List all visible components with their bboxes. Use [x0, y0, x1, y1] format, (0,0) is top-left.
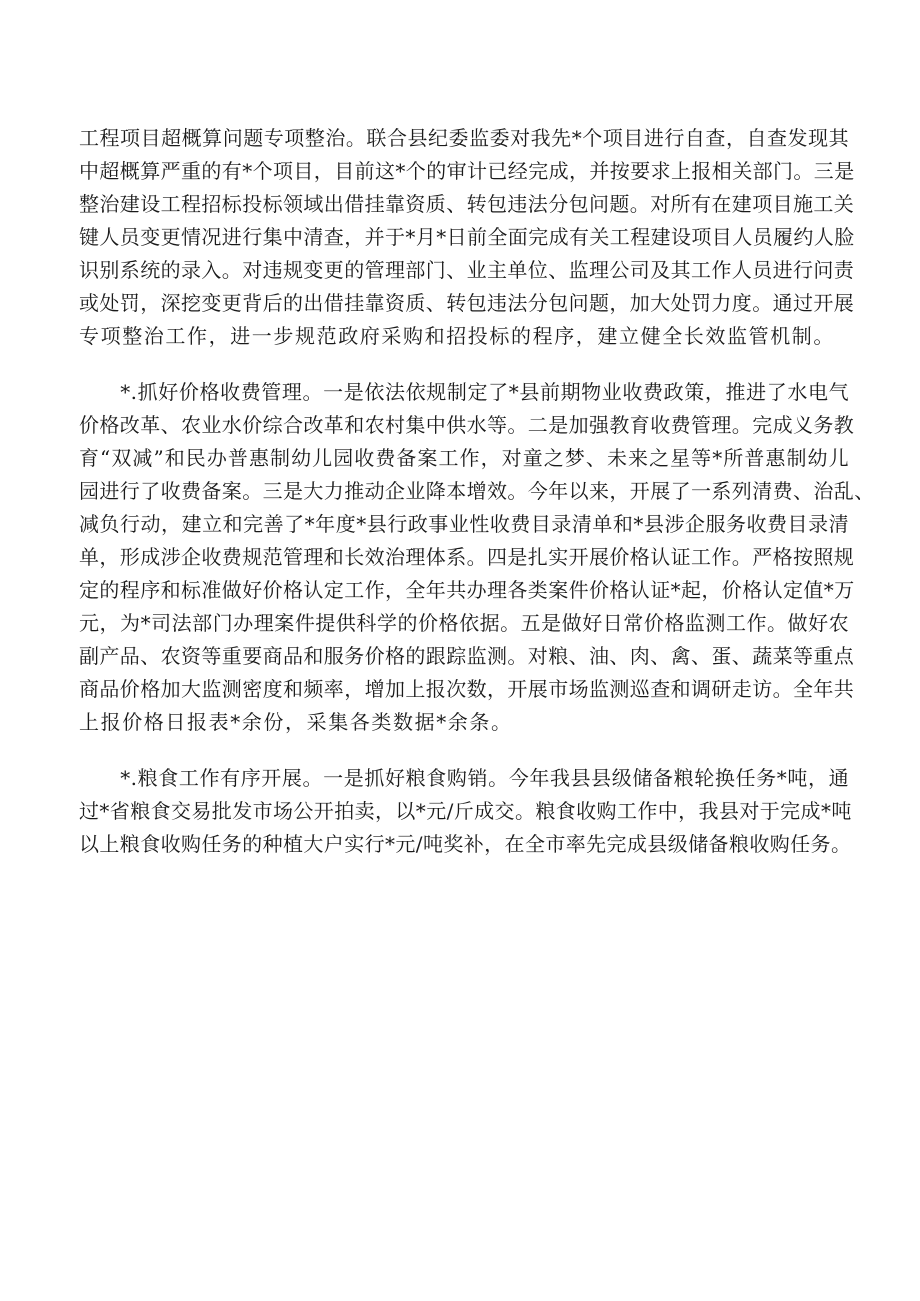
paragraph-project-rectification: [79, 122, 855, 353]
text-line: 定的程序和标准做好价格认定工作，全年共办理各类案件价格认证*起，价格认定值*万: [79, 578, 855, 602]
text-line: 整治建设工程招标投标领域出借挂靠资质、转包违法分包问题。对所有在建项目施工关: [79, 192, 855, 216]
text-line: 减负行动，建立和完善了*年度*县行政事业性收费目录清单和*县涉企服务收费目录清: [79, 512, 849, 536]
paragraph-spacer: [79, 739, 849, 762]
text-line: 工程项目超概算问题专项整治。联合县纪委监委对我先*个项目进行自查，自查发现其: [79, 126, 849, 150]
text-line: 元，为*司法部门办理案件提供科学的价格依据。五是做好日常价格监测工作。做好农: [79, 611, 849, 635]
paragraph-price-fee-management: [79, 376, 875, 739]
text-line: 园进行了收费备案。三是大力推动企业降本增效。今年以来，开展了一系列清费、治乱、: [79, 479, 875, 503]
paragraph-grain-work: [79, 762, 852, 861]
text-line: *.粮食工作有序开展。一是抓好粮食购销。今年我县县级储备粮轮换任务*吨，通: [79, 766, 849, 790]
text-line: 专项整治工作，进一步规范政府采购和招投标的程序，建立健全长效监管机制。: [79, 324, 835, 348]
text-line: *.抓好价格收费管理。一是依法依规制定了*县前期物业收费政策，推进了水电气: [79, 380, 849, 404]
text-line: 育“双减”和民办普惠制幼儿园收费备案工作，对童之梦、未来之星等*所普惠制幼儿: [79, 446, 849, 470]
text-line: 商品价格加大监测密度和频率，增加上报次数，开展市场监测巡查和调研走访。全年共: [79, 677, 855, 701]
text-line: 识别系统的录入。对违规变更的管理部门、业主单位、监理公司及其工作人员进行问责: [79, 258, 855, 282]
text-line: 上报价格日报表*余份，采集各类数据*余条。: [79, 710, 513, 734]
text-line: 过*省粮食交易批发市场公开拍卖，以*元/斤成交。粮食收购工作中，我县对于完成*吨: [79, 799, 852, 823]
text-line: 单，形成涉企收费规范管理和长效治理体系。四是扎实开展价格认证工作。严格按照规: [79, 545, 855, 569]
text-line: 键人员变更情况进行集中清查，并于*月*日前全面完成有关工程建设项目人员履约人脸: [79, 225, 855, 249]
text-line: 副产品、农资等重要商品和服务价格的跟踪监测。对粮、油、肉、禽、蛋、蔬菜等重点: [79, 644, 855, 668]
document-body: [79, 122, 875, 861]
text-line: 以上粮食收购任务的种植大户实行*元/吨奖补，在全市率先完成县级储备粮收购任务。: [79, 832, 852, 856]
text-line: 或处罚，深挖变更背后的出借挂靠资质、转包违法分包问题，加大处罚力度。通过开展: [79, 291, 855, 315]
text-line: 价格改革、农业水价综合改革和农村集中供水等。二是加强教育收费管理。完成义务教: [79, 413, 855, 437]
paragraph-spacer: [79, 353, 849, 376]
text-line: 中超概算严重的有*个项目，目前这*个的审计已经完成，并按要求上报相关部门。三是: [79, 159, 855, 183]
